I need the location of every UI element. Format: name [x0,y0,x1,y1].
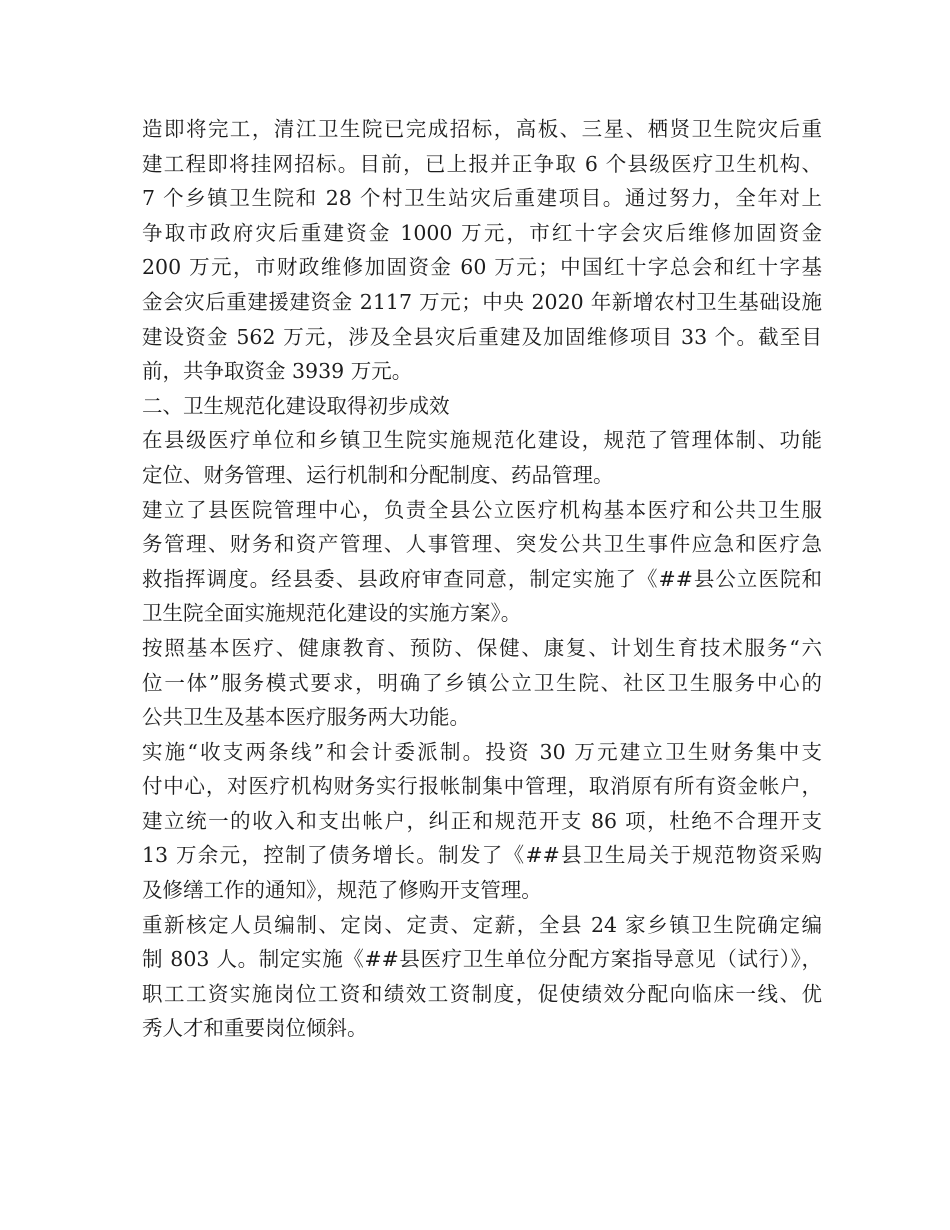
text-line: 公共卫生及基本医疗服务两大功能。 [142,705,470,730]
text-line: 重新核定人员编制、定岗、定责、定薪，全县 24 家乡镇卫生院确定编 [142,912,822,937]
text-line: 前，共争取资金 3939 万元。 [142,359,413,384]
text-line: 建设资金 562 万元，涉及全县灾后重建及加固维修项目 33 个。截至目 [142,324,822,349]
text-line: 金会灾后重建援建资金 2117 万元；中央 2020 年新增农村卫生基础设施 [142,289,822,314]
text-line: 职工工资实施岗位工资和绩效工资制度，促使绩效分配向临床一线、优 [142,981,822,1006]
text-line: 按照基本医疗、健康教育、预防、保健、康复、计划生育技术服务“六 [142,635,822,660]
text-line: 付中心，对医疗机构财务实行报帐制集中管理，取消原有所有资金帐户， [142,774,822,799]
text-line: 7 个乡镇卫生院和 28 个村卫生站灾后重建项目。通过努力，全年对上 [142,186,822,211]
text-line: 200 万元，市财政维修加固资金 60 万元；中国红十字总会和红十字基 [142,255,822,280]
text-line: 务管理、财务和资产管理、人事管理、突发公共卫生事件应急和医疗急 [142,532,822,557]
text-line: 在县级医疗单位和乡镇卫生院实施规范化建设，规范了管理体制、功能 [142,428,822,453]
text-line: 争取市政府灾后重建资金 1000 万元，市红十字会灾后维修加固资金 [142,220,822,245]
text-line: 建立了县医院管理中心，负责全县公立医疗机构基本医疗和公共卫生服 [142,497,822,522]
document-body [142,112,822,1046]
text-line: 制 803 人。制定实施《##县医疗卫生单位分配方案指导意见（试行）》， [142,947,822,972]
text-line: 13 万余元，控制了债务增长。制发了《##县卫生局关于规范物资采购 [142,843,822,868]
text-line: 及修缮工作的通知》，规范了修购开支管理。 [142,878,542,903]
text-line: 秀人才和重要岗位倾斜。 [142,1016,368,1041]
text-line: 建立统一的收入和支出帐户，纠正和规范开支 86 项，杜绝不合理开支 [142,808,822,833]
text-line: 定位、财务管理、运行机制和分配制度、药品管理。 [142,462,614,487]
text-line: 救指挥调度。经县委、县政府审查同意，制定实施了《##县公立医院和 [142,566,822,591]
text-line: 实施“收支两条线”和会计委派制。投资 30 万元建立卫生财务集中支 [142,739,822,764]
text-line: 造即将完工，清江卫生院已完成招标，高板、三星、栖贤卫生院灾后重 [142,117,822,141]
text-line: 卫生院全面实施规范化建设的实施方案》。 [142,601,522,626]
text-line: 位一体”服务模式要求，明确了乡镇公立卫生院、社区卫生服务中心的 [142,670,822,695]
text-line: 建工程即将挂网招标。目前，已上报并正争取 6 个县级医疗卫生机构、 [142,151,822,176]
section-heading: 二、卫生规范化建设取得初步成效 [142,393,450,418]
